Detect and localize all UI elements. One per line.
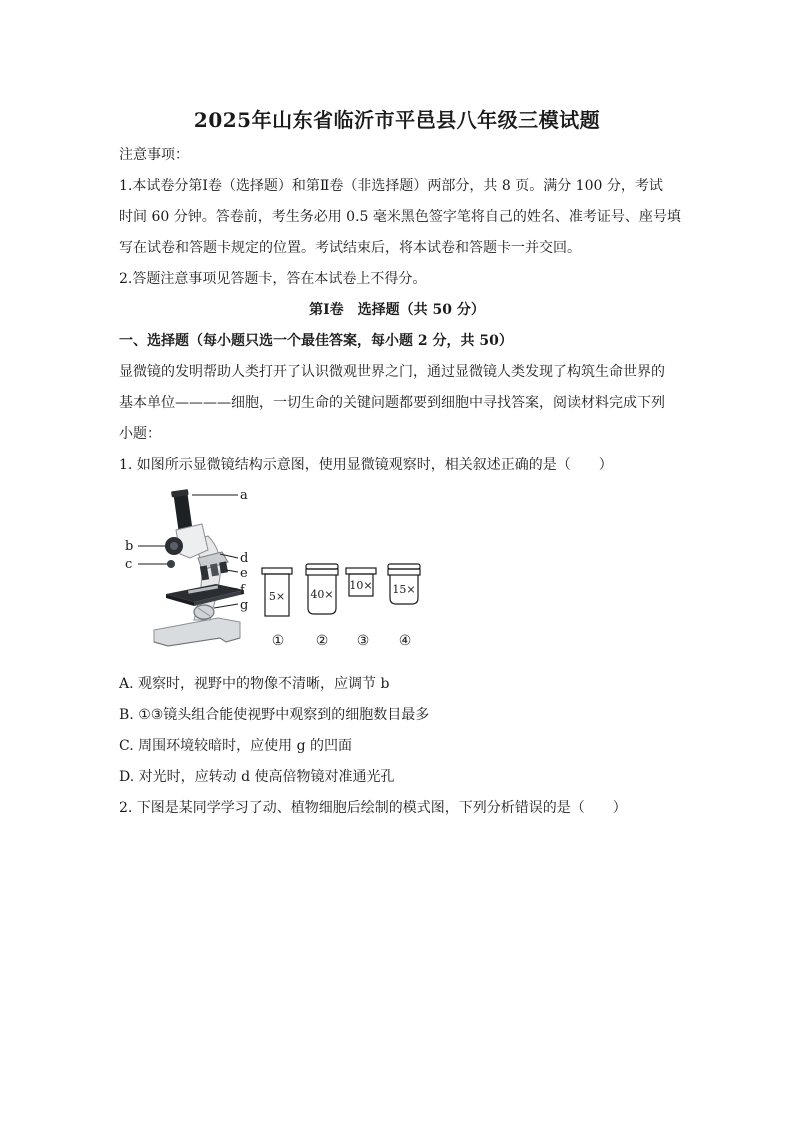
lens-2-magnification: 40× (310, 588, 334, 601)
lens-1-number: ① (271, 633, 285, 649)
lens-1-magnification: 5× (268, 590, 286, 603)
lens-4-number: ④ (398, 633, 412, 649)
intro-line: 基本单位————细胞，一切生命的关键问题都要到细胞中寻找答案，阅读材料完成下列 (119, 395, 665, 411)
question-1-option-b: B. ①③镜头组合能使视野中观察到的细胞数目最多 (119, 707, 430, 723)
notice-line: 时间 60 分钟。答卷前，考生务必用 0.5 毫米黑色签字笔将自己的姓名、准考证号、座号填 (119, 209, 681, 225)
label-d: d (240, 551, 249, 566)
lens-3-number: ③ (356, 633, 370, 649)
intro-line: 小题： (119, 426, 161, 442)
label-c: c (125, 557, 133, 572)
notice-line: 1.本试卷分第Ⅰ卷（选择题）和第Ⅱ卷（非选择题）两部分，共 8 页。满分 100 分，考试 (119, 178, 663, 194)
question-2-stem: 2. 下图是某同学学习了动、植物细胞后绘制的模式图，下列分析错误的是（ ） (119, 800, 627, 816)
question-1-option-c: C. 周围环境较暗时，应使用 g 的凹面 (119, 738, 352, 754)
microscope-figure (118, 484, 428, 660)
question-1-option-a: A. 观察时，视野中的物像不清晰，应调节 b (119, 676, 390, 692)
question-1-option-d: D. 对光时，应转动 d 使高倍物镜对准通光孔 (119, 769, 395, 785)
lens-2-number: ② (315, 633, 329, 649)
exam-title: 2025年山东省临沂市平邑县八年级三模试题 (193, 108, 601, 132)
question-1-stem: 1. 如图所示显微镜结构示意图，使用显微镜观察时，相关叙述正确的是（ ） (119, 457, 613, 473)
label-f: f (240, 583, 245, 598)
label-e: e (240, 566, 248, 581)
label-g: g (240, 598, 249, 613)
lens-4-magnification: 15× (392, 583, 416, 596)
microscope-image (154, 489, 244, 646)
label-b: b (125, 539, 134, 554)
notice-heading: 注意事项： (119, 147, 189, 163)
notice-line: 写在试卷和答题卡规定的位置。考试结束后，将本试卷和答题卡一并交回。 (119, 240, 581, 256)
notice-line: 2.答题注意事项见答题卡，答在本试卷上不得分。 (119, 271, 427, 287)
part-title: 一、选择题（每小题只选一个最佳答案，每小题 2 分，共 50） (119, 333, 513, 349)
lens-3-magnification: 10× (349, 579, 373, 592)
section-title: 第Ⅰ卷 选择题（共 50 分） (309, 302, 485, 318)
intro-line: 显微镜的发明帮助人类打开了认识微观世界之门，通过显微镜人类发现了构筑生命世界的 (119, 364, 665, 380)
label-a: a (240, 488, 248, 503)
